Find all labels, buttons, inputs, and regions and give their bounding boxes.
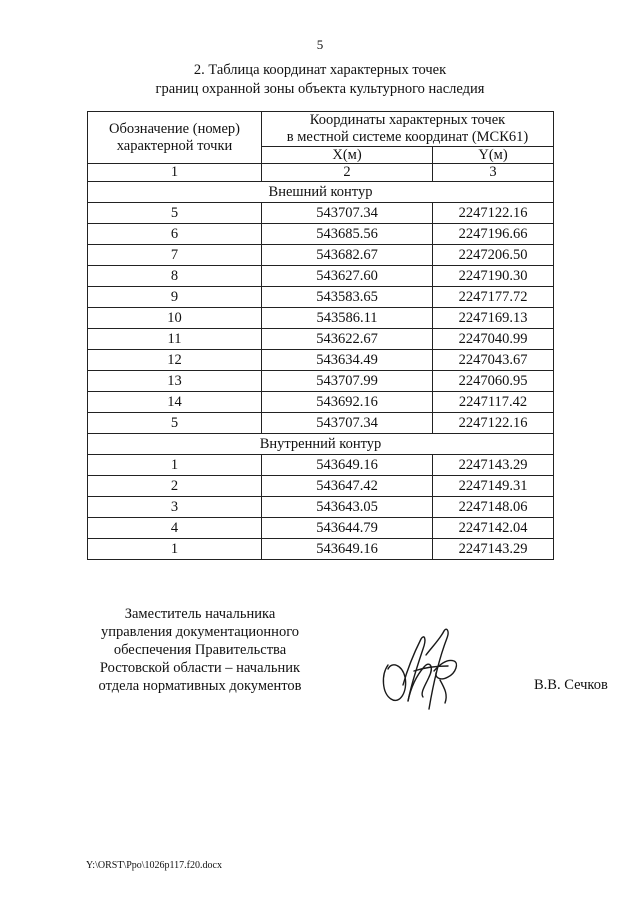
column-index-1: 1	[88, 164, 262, 182]
section-title: Внутренний контур	[88, 434, 554, 455]
point-number-cell: 13	[88, 371, 262, 392]
point-number-cell: 4	[88, 518, 262, 539]
point-number-cell: 5	[88, 203, 262, 224]
point-number-cell: 12	[88, 350, 262, 371]
y-coordinate-cell: 2247122.16	[433, 203, 554, 224]
column-index-3: 3	[433, 164, 554, 182]
x-coordinate-cell: 543622.67	[262, 329, 433, 350]
table-row	[88, 245, 554, 266]
signer-name: В.В. Сечков	[534, 677, 608, 693]
section-row	[88, 182, 554, 203]
y-coordinate-cell: 2247142.04	[433, 518, 554, 539]
x-coordinate-cell: 543647.42	[262, 476, 433, 497]
point-number-cell: 11	[88, 329, 262, 350]
table-row	[88, 497, 554, 518]
table-row	[88, 350, 554, 371]
point-number-cell: 10	[88, 308, 262, 329]
x-coordinate-cell: 543583.65	[262, 287, 433, 308]
table-row	[88, 308, 554, 329]
table-row	[88, 371, 554, 392]
x-coordinate-cell: 543692.16	[262, 392, 433, 413]
y-coordinate-cell: 2247143.29	[433, 539, 554, 560]
y-coordinate-cell: 2247122.16	[433, 413, 554, 434]
point-number-cell: 2	[88, 476, 262, 497]
point-number-cell: 1	[88, 539, 262, 560]
column-index-row	[88, 164, 554, 182]
header-coordinates	[262, 112, 554, 147]
table-row	[88, 392, 554, 413]
y-coordinate-cell: 2247169.13	[433, 308, 554, 329]
y-coordinate-cell: 2247177.72	[433, 287, 554, 308]
table-header-row	[88, 112, 554, 147]
section-title: Внешний контур	[88, 182, 554, 203]
x-coordinate-cell: 543707.34	[262, 413, 433, 434]
signature-position	[0, 605, 400, 695]
table-row	[88, 413, 554, 434]
header-coords-line-2: в местной системе координат (МСК61)	[286, 129, 529, 145]
x-coordinate-cell: 543707.34	[262, 203, 433, 224]
x-coordinate-cell: 543627.60	[262, 266, 433, 287]
table-row	[88, 476, 554, 497]
signature-position-line: Ростовской области – начальник	[99, 660, 301, 676]
table-row	[88, 266, 554, 287]
point-number-cell: 3	[88, 497, 262, 518]
table-row	[88, 539, 554, 560]
header-x: X(м)	[262, 147, 433, 164]
x-coordinate-cell: 543649.16	[262, 455, 433, 476]
y-coordinate-cell: 2247060.95	[433, 371, 554, 392]
signature-position-line: управления документационного	[100, 624, 300, 640]
point-number-cell: 8	[88, 266, 262, 287]
y-coordinate-cell: 2247149.31	[433, 476, 554, 497]
table-title	[0, 61, 640, 99]
header-point-designation	[88, 112, 262, 164]
table-title-line-1: 2. Таблица координат характерных точек	[193, 62, 447, 78]
coordinates-table	[87, 111, 554, 560]
y-coordinate-cell: 2247206.50	[433, 245, 554, 266]
table-row	[88, 224, 554, 245]
x-coordinate-cell: 543644.79	[262, 518, 433, 539]
y-coordinate-cell: 2247196.66	[433, 224, 554, 245]
x-coordinate-cell: 543634.49	[262, 350, 433, 371]
point-number-cell: 6	[88, 224, 262, 245]
table-title-line-2: границ охранной зоны объекта культурного наследия	[155, 81, 485, 97]
table-row	[88, 203, 554, 224]
y-coordinate-cell: 2247043.67	[433, 350, 554, 371]
x-coordinate-cell: 543682.67	[262, 245, 433, 266]
y-coordinate-cell: 2247143.29	[433, 455, 554, 476]
header-point-line-2: характерной точки	[116, 138, 233, 154]
table-row	[88, 518, 554, 539]
y-coordinate-cell: 2247040.99	[433, 329, 554, 350]
x-coordinate-cell: 543685.56	[262, 224, 433, 245]
y-coordinate-cell: 2247190.30	[433, 266, 554, 287]
handwritten-signature	[378, 625, 466, 711]
page-number: 5	[316, 37, 324, 52]
point-number-cell: 14	[88, 392, 262, 413]
point-number-cell: 1	[88, 455, 262, 476]
x-coordinate-cell: 543586.11	[262, 308, 433, 329]
y-coordinate-cell: 2247117.42	[433, 392, 554, 413]
document-file-path: Y:\ORST\Ppo\1026p117.f20.docx	[86, 860, 222, 871]
header-point-line-1: Обозначение (номер)	[108, 121, 240, 137]
y-coordinate-cell: 2247148.06	[433, 497, 554, 518]
point-number-cell: 5	[88, 413, 262, 434]
column-index-2: 2	[262, 164, 433, 182]
point-number-cell: 7	[88, 245, 262, 266]
table-row	[88, 287, 554, 308]
point-number-cell: 9	[88, 287, 262, 308]
signature-position-line: отдела нормативных документов	[98, 678, 302, 694]
signature-position-line: обеспечения Правительства	[113, 642, 287, 658]
x-coordinate-cell: 543707.99	[262, 371, 433, 392]
header-y: Y(м)	[433, 147, 554, 164]
section-row	[88, 434, 554, 455]
signature-position-line: Заместитель начальника	[124, 606, 276, 622]
header-coords-line-1: Координаты характерных точек	[309, 112, 506, 128]
table-row	[88, 329, 554, 350]
x-coordinate-cell: 543649.16	[262, 539, 433, 560]
x-coordinate-cell: 543643.05	[262, 497, 433, 518]
table-row	[88, 455, 554, 476]
